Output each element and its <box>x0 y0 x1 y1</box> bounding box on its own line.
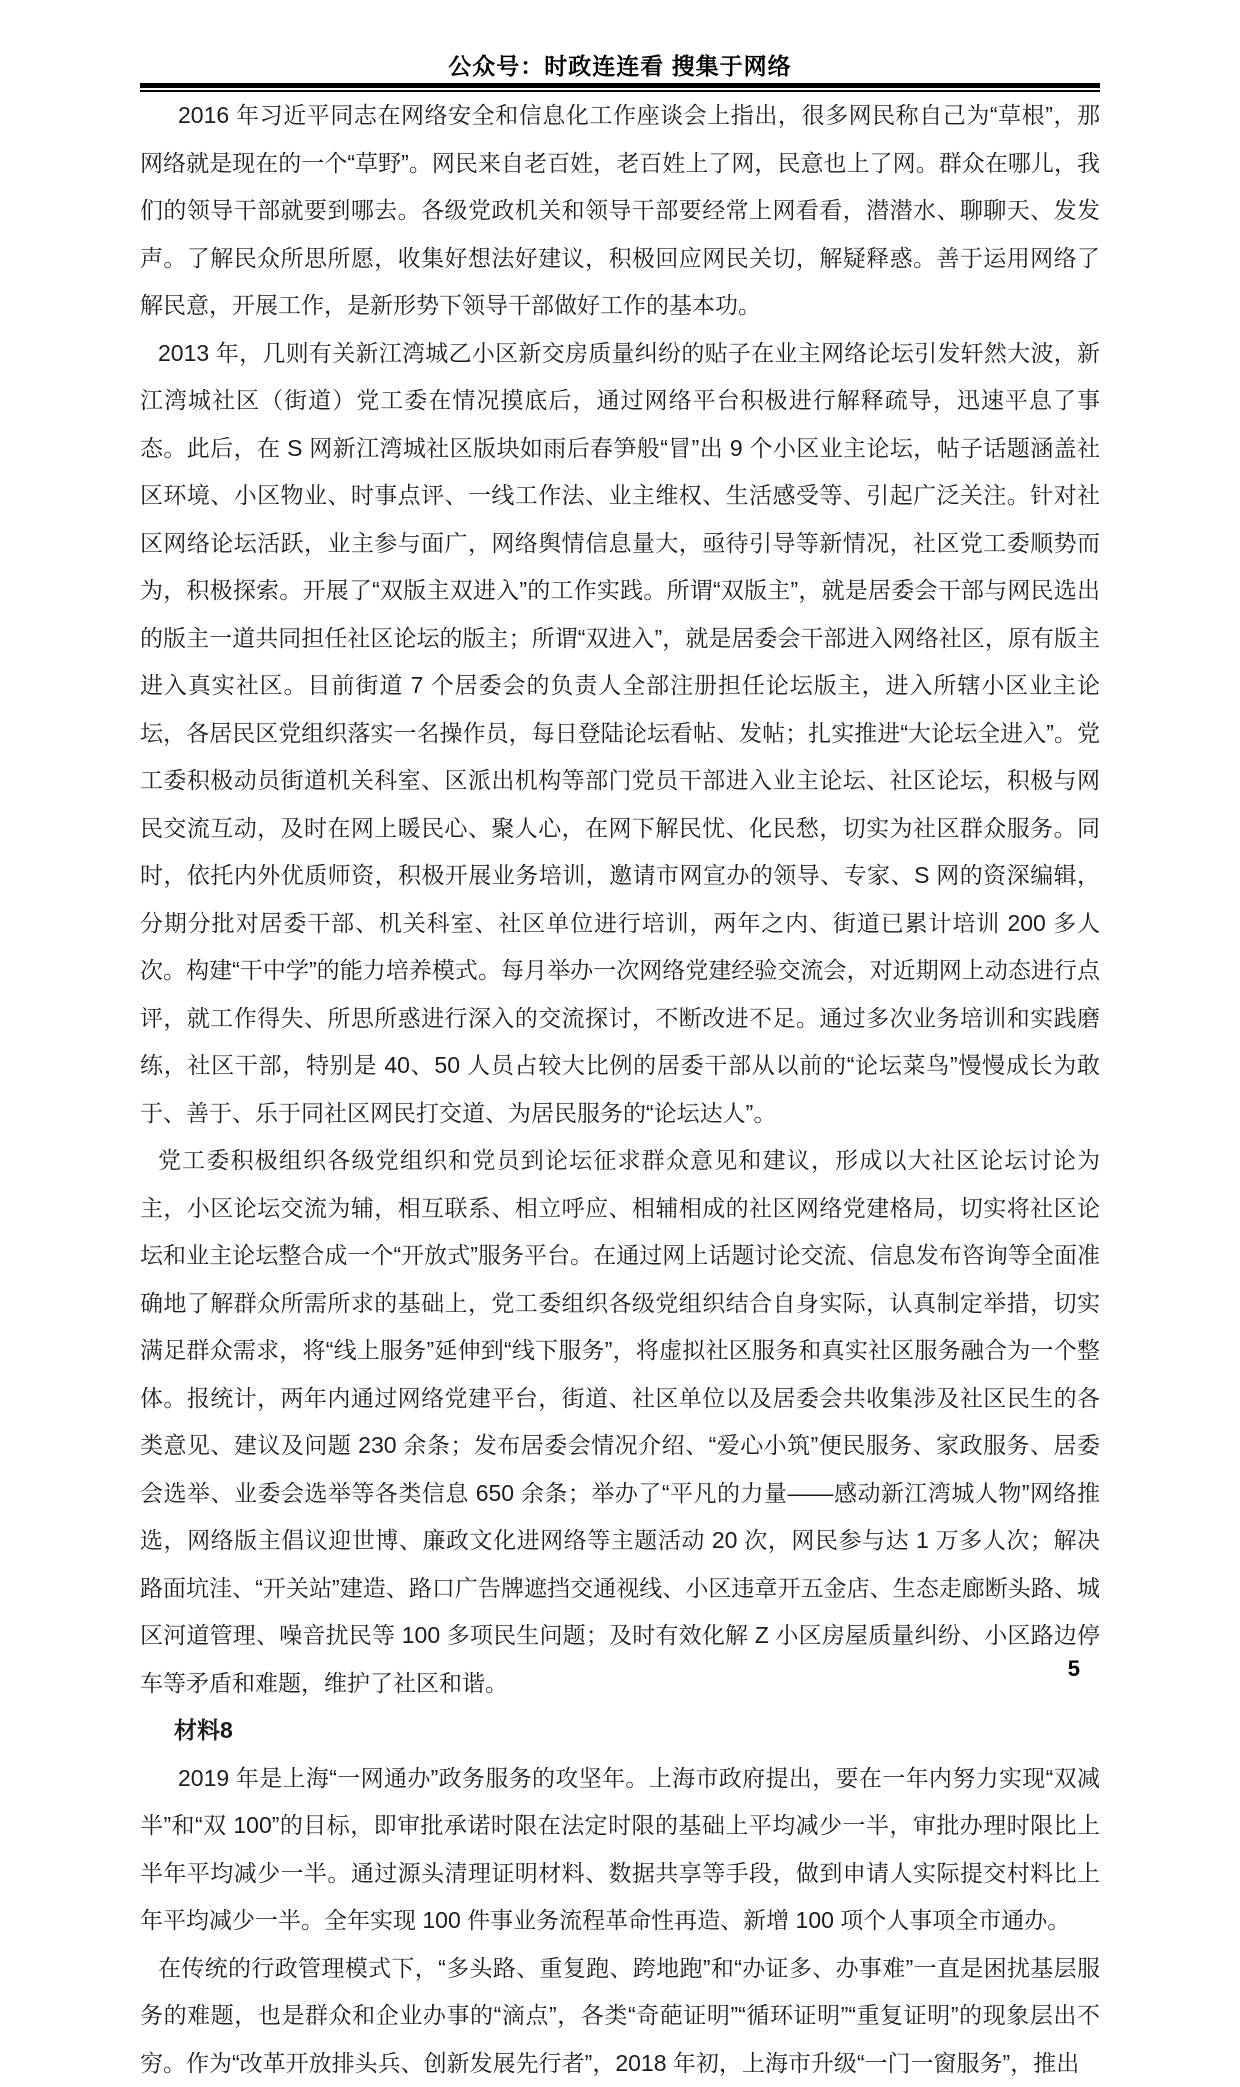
paragraph-party-committee-platform: 党工委积极组织各级党组织和党员到论坛征求群众意见和建议，形成以大社区论坛讨论为主，小区论坛交流为辅，相互联系、相立呼应、相辅相成的社区网络党建格局，切实将社区论坛和业主论坛整合成一个“开放式”服务平台。在通过网上话题讨论交流、信息发布咨询等全面准确地了解群众所需所求的基础上，党工委组织各级党组织结合自身实际，认真制定举措，切实满足群众需求，将“线上服务”延伸到“线下服务”，将虚拟社区服务和真实社区服务融合为一个整体。报统计，两年内通过网络党建平台，街道、社区单位以及居委会共收集涉及社区民生的各类意见、建议及问题 230 余条；发布居委会情况介绍、“爱心小筑”便民服务、家政服务、居委会选举、业委会选举等各类信息 650 余条；举办了“平凡的力量——感动新江湾城人物”网络推选，网络版主倡议迎世博、廉政文化进网络等主题活动 20 次，网民参与达 1 万多人次；解决路面坑洼、“开关站”建造、路口广告牌遮挡交通视线、小区违章开五金店、生态走廊断头路、城区河道管理、噪音扰民等 100 多项民生问题；及时有效化解 Z 小区房屋质量纠纷、小区路边停车等矛盾和难题，维护了社区和谐。 <box>140 1137 1100 1707</box>
paragraph-2019-shanghai-goal: 2019 年是上海“一网通办”政务服务的攻坚年。上海市政府提出，要在一年内努力实现“双减半”和“双 100”的目标，即审批承诺时限在法定时限的基础上平均减少一半，审批办理时限比上半年平均减少一半。通过源头清理证明材料、数据共享等手段，做到申请人实际提交村料比上年平均减少一半。全年实现 100 件事业务流程革命性再造、新增 100 项个人事项全市通办。 <box>140 1755 1100 1945</box>
header-divider-thick-line <box>140 83 1100 88</box>
paragraph-2013-forum-case: 2013 年，几则有关新江湾城乙小区新交房质量纠纷的贴子在业主网络论坛引发轩然大波，新江湾城社区（街道）党工委在情况摸底后，通过网络平台积极进行解释疏导，迅速平息了事态。此后，在 S 网新江湾城社区版块如雨后春笋般“冒”出 9 个小区业主论坛，帖子话题涵盖社区环境、小区物业、时事点评、一线工作法、业主维权、生活感受等、引起广泛关注。针对社区网络论坛活跃，业主参与面广，网络舆情信息量大，亟待引导等新情况，社区党工委顺势而为，积极探索。开展了“双版主双进入”的工作实践。所谓“双版主”，就是居委会干部与网民选出的版主一道共同担任社区论坛的版主；所谓“双进入”，就是居委会干部进入网络社区，原有版主进入真实社区。目前街道 7 个居委会的负责人全部注册担任论坛版主，进入所辖小区业主论坛，各居民区党组织落实一名操作员，每日登陆论坛看帖、发帖；扎实推进“大论坛全进入”。党工委积极动员街道机关科室、区派出机构等部门党员干部进入业主论坛、社区论坛，积极与网民交流互动，及时在网上暖民心、聚人心，在网下解民忧、化民愁，切实为社区群众服务。同时，依托内外优质师资，积极开展业务培训，邀请市网宣办的领导、专家、S 网的资深编辑，分期分批对居委干部、机关科室、社区单位进行培训，两年之内、街道已累计培训 200 多人次。构建“干中学”的能力培养模式。每月举办一次网络党建经验交流会，对近期网上动态进行点评，就工作得失、所思所惑进行深入的交流探讨，不断改进不足。通过多次业务培训和实践磨练，社区干部，特别是 40、50 人员占较大比例的居委干部从以前的“论坛菜鸟”慢慢成长为敢于、善于、乐于同社区网民打交道、为居民服务的“论坛达人”。 <box>140 330 1100 1138</box>
material-8-heading: 材料8 <box>140 1707 1100 1755</box>
header-divider <box>140 83 1100 92</box>
paragraph-traditional-admin-mode: 在传统的行政管理模式下，“多头路、重复跑、跨地跑”和“办证多、办事难”一直是困扰基层服务的难题，也是群众和企业办事的“滴点”，各类“奇葩证明”“循环证明”“重复证明”的现象层出不穷。作为“改革开放排头兵、创新发展先行者”，2018 年初，上海市升级“一门一窗服务”，推出 <box>140 1945 1100 2087</box>
page-number: 5 <box>1068 1656 1080 1682</box>
paragraph-quote-2016: 2016 年习近平同志在网络安全和信息化工作座谈会上指出，很多网民称自己为“草根”，那网络就是现在的一个“草野”。网民来自老百姓，老百姓上了网，民意也上了网。群众在哪儿，我们的领导干部就要到哪去。各级党政机关和领导干部要经常上网看看，潜潜水、聊聊天、发发声。了解民众所思所愿，收集好想法好建议，积极回应网民关切，解疑释惑。善于运用网络了解民意，开展工作，是新形势下领导干部做好工作的基本功。 <box>140 92 1100 330</box>
page-header-title: 公众号：时政连连看 搜集于网络 <box>140 48 1100 81</box>
document-body <box>140 92 1100 2087</box>
